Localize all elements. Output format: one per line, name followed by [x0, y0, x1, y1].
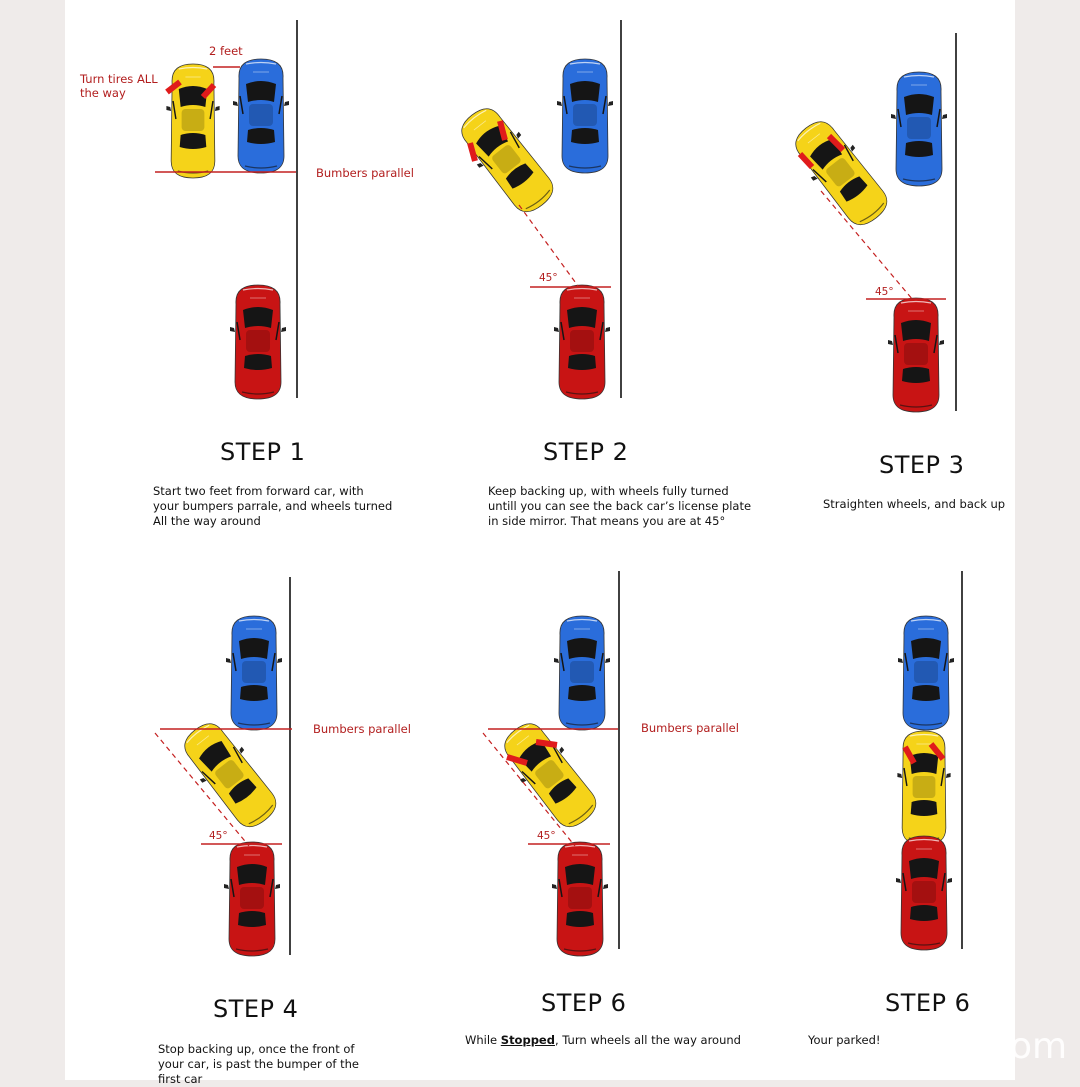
- step-3-title: STEP 3: [879, 451, 965, 479]
- yellow-car-5: [494, 714, 606, 837]
- angle-label-3: 45°: [875, 286, 894, 298]
- yellow-car-1: [166, 64, 219, 178]
- blue-car-4: [226, 616, 282, 730]
- two-feet-label: 2 feet: [209, 44, 243, 58]
- step-2-description: Keep backing up, with wheels fully turned untill you can see the back car’s license plate in side mirror. That means you are at 45°: [488, 484, 752, 528]
- bumpers-parallel-label-1: Bumbers parallel: [316, 166, 414, 180]
- red-car-6: [896, 836, 952, 950]
- step-5-desc-before: While: [465, 1033, 501, 1047]
- red-car-4: [224, 842, 280, 956]
- step-2-title: STEP 2: [543, 438, 629, 466]
- blue-car-2: [557, 59, 613, 173]
- angle-label-5: 45°: [537, 830, 556, 842]
- blue-car-3: [891, 72, 947, 186]
- yellow-car-2: [451, 99, 563, 222]
- angle-label-4: 45°: [209, 830, 228, 842]
- step-5-description: [465, 1033, 741, 1048]
- watermark-text: om: [1010, 1026, 1068, 1067]
- step-1-title: STEP 1: [220, 438, 306, 466]
- step-4-title: STEP 4: [213, 995, 299, 1023]
- turn-tires-label: Turn tires ALL the way: [80, 72, 158, 100]
- red-car-5: [552, 842, 608, 956]
- step-5-title: STEP 6: [541, 989, 627, 1017]
- step-6-title: STEP 6: [885, 989, 971, 1017]
- red-car-2: [554, 285, 610, 399]
- bumpers-parallel-label-4: Bumbers parallel: [313, 722, 411, 736]
- step-3-description: Straighten wheels, and back up: [823, 497, 1006, 511]
- front-right-tire-5: [536, 742, 557, 745]
- yellow-car-3: [785, 112, 897, 235]
- step-5-desc-bold: Stopped: [500, 1033, 555, 1047]
- yellow-car-4: [174, 714, 286, 837]
- step-4-description: Stop backing up, once the front of your car, is past the bumper of the first car: [158, 1042, 359, 1086]
- red-car-1: [230, 285, 286, 399]
- bumpers-parallel-label-5: Bumbers parallel: [641, 721, 739, 735]
- angle-label-2: 45°: [539, 272, 558, 284]
- step-5-desc-after: , Turn wheels all the way around: [554, 1033, 741, 1047]
- step-1-description: Start two feet from forward car, with your bumpers parrale, and wheels turned All the way around: [153, 484, 393, 528]
- blue-car-1: [233, 59, 289, 173]
- red-car-3: [888, 298, 944, 412]
- blue-car-6: [898, 616, 954, 730]
- blue-car-5: [554, 616, 610, 730]
- step-6-description: Your parked!: [808, 1033, 881, 1047]
